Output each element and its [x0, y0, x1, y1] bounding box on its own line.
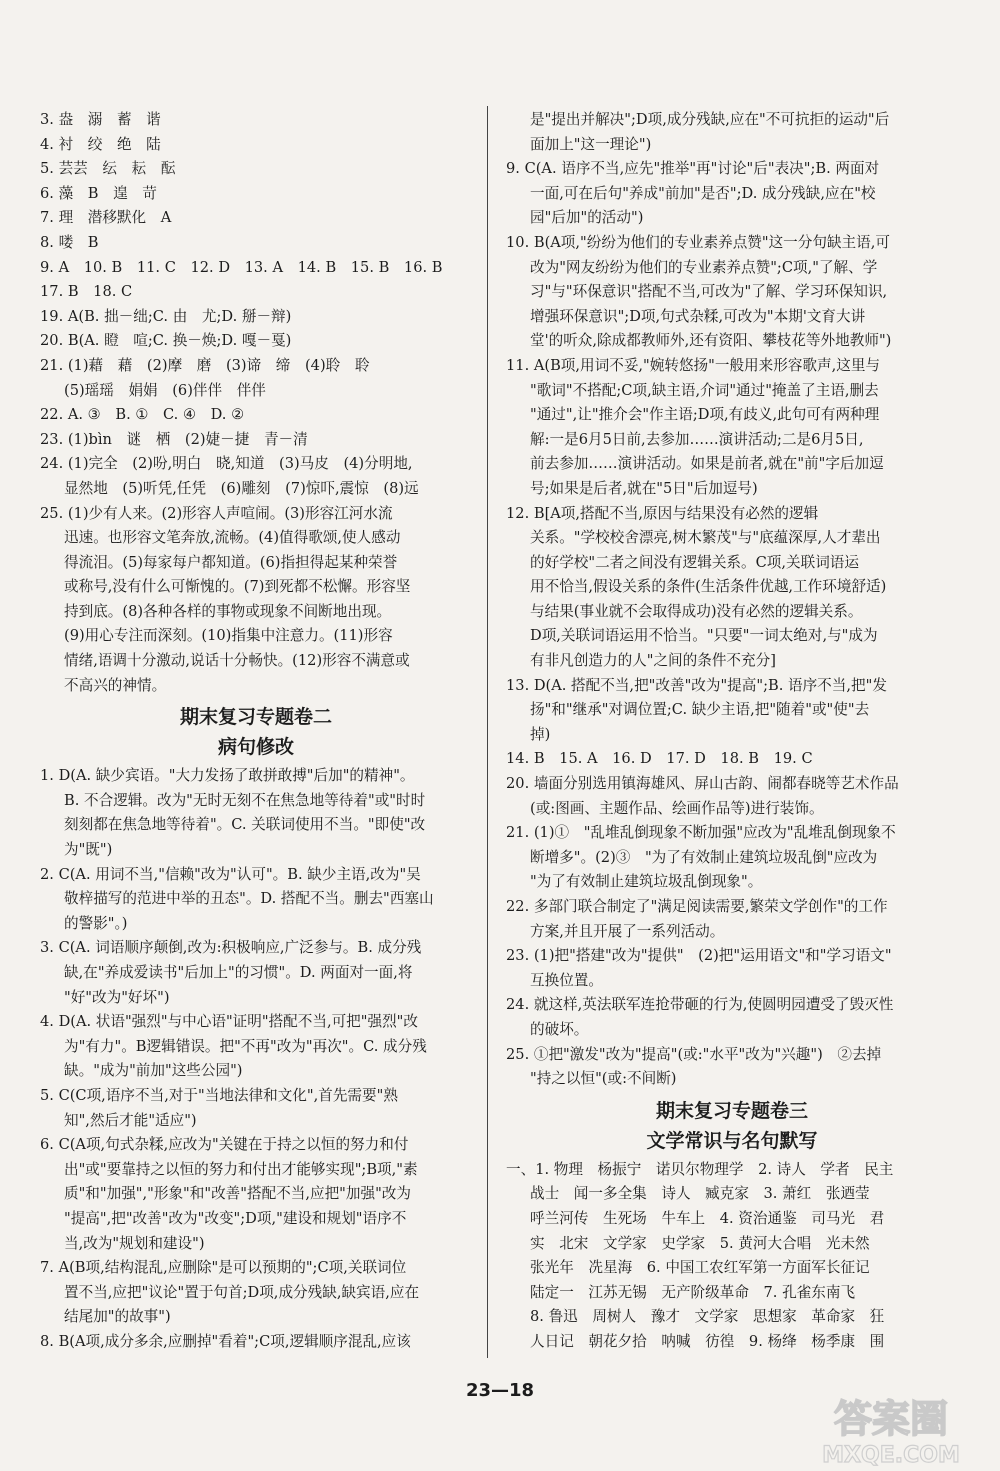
text-line: 关系。"学校校舍漂亮,树木繁茂"与"底蕴深厚,人才辈出: [530, 529, 881, 547]
text-line: 结尾加"的故事"): [64, 1308, 171, 1326]
text-line: 持到底。(8)各种各样的事物或现象不间断地出现。: [64, 602, 392, 620]
text-line: 缺。"成为"前加"这些公园"): [64, 1062, 243, 1080]
text-line: 质"和"加强","形象"和"改善"搭配不当,应把"加强"改为: [64, 1185, 411, 1203]
right-column: [506, 108, 958, 1355]
text-line: 12. B[A项,搭配不当,原因与结果没有必然的逻辑: [506, 504, 819, 522]
text-line: 4. 衬 绞 绝 陆: [40, 135, 161, 153]
text-line: "持之以恒"(或:不间断): [530, 1070, 677, 1088]
text-line: 不高兴的神情。: [64, 676, 167, 694]
text-line: 刻刻都在焦急地等待着"。C. 关联词使用不当。"即使"改: [64, 816, 426, 834]
text-line: 前去参加……演讲活动。如果是前者,就在"前"字后加逗: [530, 455, 884, 473]
text-line: 21. (1)藉 藉 (2)摩 磨 (3)谛 缔 (4)聆 聆: [40, 356, 370, 374]
text-line: 号;如果是后者,就在"5日"后加逗号): [530, 479, 758, 497]
left-column: [40, 108, 472, 1355]
text-line: 缺,在"养成爱读书"后加上"的习惯"。D. 两面对一面,将: [64, 964, 413, 981]
text-line: 20. B(A. 瞪 喧;C. 换－焕;D. 嘎－戛): [40, 332, 292, 350]
text-line: 22. 多部门联合制定了"满足阅读需要,繁荣文学创作"的工作: [506, 898, 888, 915]
section-title-3: 期末复习专题卷三: [655, 1099, 808, 1122]
answer-block-sentence-correction-cont: [506, 108, 958, 1092]
text-line: 5. C(C项,语序不当,对于"当地法律和文化",首先需要"熟: [40, 1086, 398, 1104]
text-line: 陆定一 江苏无锡 无产阶级革命 7. 孔雀东南飞: [530, 1283, 856, 1301]
text-line: 显然地 (5)听凭,任凭 (6)雕刻 (7)惊吓,震惊 (8)远: [64, 479, 419, 497]
text-line: 断增多"。(2)③ "为了有效制止建筑垃圾乱倒"应改为: [530, 848, 878, 866]
text-line: 是"提出并解决";D项,成分残缺,应在"不可抗拒的运动"后: [530, 111, 890, 128]
text-line: 9. C(A. 语序不当,应先"推举"再"讨论"后"表决";B. 两面对: [506, 160, 880, 178]
text-line: 的警影"。): [64, 914, 128, 932]
text-line: 8. B(A项,成分多余,应删掉"看着";C项,逻辑顺序混乱,应该: [40, 1332, 411, 1350]
text-line: 呼兰河传 生死场 牛车上 4. 资治通鉴 司马光 君: [530, 1209, 885, 1227]
text-line: 迅速。也形容文笔奔放,流畅。(4)值得歌颂,使人感动: [64, 529, 401, 547]
text-line: (5)瑶瑶 娟娟 (6)伴伴 伴伴: [64, 381, 266, 399]
text-line: 方案,并且开展了一系列活动。: [530, 922, 725, 940]
watermark-text: 答案圈: [833, 1397, 949, 1441]
text-line: 6. C(A项,句式杂糅,应改为"关键在于持之以恒的努力和付: [40, 1136, 409, 1154]
text-line: 8. 喽 B: [40, 233, 99, 251]
text-line: 24. 就这样,英法联军连抢带砸的行为,使圆明园遭受了毁灭性: [506, 996, 894, 1014]
text-line: 情绪,语调十分激动,说话十分畅快。(12)形容不满意或: [64, 652, 410, 670]
section-subtitle-3: 文学常识与名句默写: [646, 1129, 818, 1152]
text-line: 3. C(A. 词语顺序颠倒,改为:积极响应,广泛参与。B. 成分残: [40, 939, 422, 957]
answer-block-literature: [506, 1158, 958, 1355]
text-line: 23. (1)bìn 谜 栖 (2)婕－捷 青－清: [40, 430, 308, 448]
text-line: 9. A 10. B 11. C 12. D 13. A 14. B 15. B 16. B: [40, 258, 443, 276]
text-line: 与结果(事业就不会取得成功)没有必然的逻辑关系。: [530, 602, 863, 620]
text-line: 为"有力"。B逻辑错误。把"不再"改为"再次"。C. 成分残: [64, 1037, 427, 1055]
text-line: 4. D(A. 状语"强烈"与中心语"证明"搭配不当,可把"强烈"改: [40, 1013, 418, 1031]
text-line: 掉): [530, 725, 551, 743]
text-line: 或称号,没有什么可惭愧的。(7)到死都不松懈。形容坚: [64, 578, 411, 596]
text-line: 2. C(A. 用词不当,"信赖"改为"认可"。B. 缺少主语,改为"吴: [40, 865, 421, 883]
text-line: 有非凡创造力的人"之间的条件不充分]: [530, 652, 776, 670]
text-line: 当,改为"规划和建设"): [64, 1234, 205, 1252]
watermark-domain: MXQE.COM: [822, 1443, 960, 1468]
page-number: 23—18: [465, 1380, 535, 1401]
text-line: 张光年 冼星海 6. 中国工农红军第一方面军长征记: [530, 1259, 870, 1277]
text-line: D项,关联词语运用不恰当。"只要"一词太绝对,与"成为: [530, 627, 878, 645]
text-line: 知",然后才能"适应"): [64, 1111, 197, 1129]
section-title-2: 期末复习专题卷二: [179, 706, 332, 729]
text-line: 习"与"环保意识"搭配不当,可改为"了解、学习环保知识,: [530, 283, 888, 301]
text-line: 解:一是6月5日前,去参加……演讲活动;二是6月5日,: [530, 430, 864, 448]
text-line: 25. (1)少有人来。(2)形容人声喧闹。(3)形容江河水流: [40, 504, 393, 522]
text-line: 7. 理 潜移默化 A: [40, 209, 172, 227]
text-line: 面加上"这一理论"): [530, 135, 652, 153]
text-line: 人日记 朝花夕拾 呐喊 彷徨 9. 杨绛 杨季康 围: [530, 1332, 885, 1350]
text-line: 1. D(A. 缺少宾语。"大力发扬了敢拼敢搏"后加"的精神"。: [40, 767, 415, 785]
text-line: "提高",把"改善"改为"改变";D项,"建设和规划"语序不: [64, 1209, 407, 1227]
text-line: "为了有效制止建筑垃圾乱倒现象"。: [530, 873, 763, 891]
text-line: "歌词"不搭配;C项,缺主语,介词"通过"掩盖了主语,删去: [530, 381, 879, 399]
text-line: B. 不合逻辑。改为"无时无刻不在焦急地等待着"或"时时: [64, 791, 426, 809]
text-line: 增强环保意识";D项,句式杂糅,可改为"本期'文育大讲: [530, 307, 866, 325]
watermark-logo: [796, 1388, 986, 1468]
text-line: 扬"和"继承"对调位置;C. 缺少主语,把"随着"或"使"去: [530, 701, 870, 719]
text-line: "好"改为"好坏"): [64, 988, 170, 1006]
column-divider: [487, 106, 488, 1358]
text-line: 7. A(B项,结构混乱,应删除"是可以预期的";C项,关联词位: [40, 1259, 407, 1277]
text-line: 24. (1)完全 (2)吩,明白 晓,知道 (3)马皮 (4)分明地,: [40, 455, 413, 473]
text-line: 互换位置。: [530, 971, 603, 989]
text-line: 21. (1)① "乱堆乱倒现象不断加强"应改为"乱堆乱倒现象不: [506, 824, 896, 842]
text-line: 11. A(B项,用词不妥,"婉转悠扬"一般用来形容歌声,这里与: [506, 356, 881, 374]
text-line: 战士 闻一多全集 诗人 臧克家 3. 萧红 张迺莹: [530, 1185, 870, 1203]
text-line: 一面,可在后句"养成"前加"是否";D. 成分残缺,应在"校: [530, 184, 876, 202]
text-line: 堂'的听众,除成都教师外,还有资阳、攀枝花等外地教师"): [530, 332, 892, 350]
text-line: (9)用心专注而深刻。(10)指集中注意力。(11)形容: [64, 627, 393, 645]
text-line: 的好学校"二者之间没有逻辑关系。C项,关联词语运: [530, 553, 859, 571]
text-line: 10. B(A项,"纷纷为他们的专业素养点赞"这一分句缺主语,可: [506, 233, 890, 251]
text-line: 23. (1)把"搭建"改为"提供" (2)把"运用语文"和"学习语文": [506, 947, 892, 965]
text-line: 8. 鲁迅 周树人 豫才 文学家 思想家 革命家 狂: [530, 1308, 885, 1326]
text-line: 为"既"): [64, 841, 113, 859]
text-line: 改为"网友纷纷为他们的专业素养点赞";C项,"了解、学: [530, 258, 878, 276]
text-line: 用不恰当,假设关系的条件(生活条件优越,工作环境舒适): [530, 578, 887, 596]
text-line: 20. 墙面分别选用镇海雄风、屏山古韵、闹都春晓等艺术作品: [506, 775, 899, 793]
text-line: 的破坏。: [530, 1020, 589, 1038]
section-subtitle-2: 病句修改: [217, 736, 294, 759]
text-line: 敬梓描写的范进中举的丑态"。D. 搭配不当。删去"西塞山: [64, 890, 434, 908]
text-line: 17. B 18. C: [40, 283, 133, 301]
text-line: 园"后加"的活动"): [530, 209, 644, 227]
text-line: 5. 芸芸 纭 耘 酝: [40, 160, 176, 178]
text-line: 一、1. 物理 杨振宁 诺贝尔物理学 2. 诗人 学者 民主: [506, 1160, 894, 1178]
text-line: 14. B 15. A 16. D 17. D 18. B 19. C: [506, 750, 813, 768]
text-line: 6. 藻 B 遑 苛: [40, 184, 157, 202]
text-line: 22. A. ③ B. ① C. ④ D. ②: [40, 406, 245, 424]
text-line: 13. D(A. 搭配不当,把"改善"改为"提高";B. 语序不当,把"发: [506, 676, 887, 694]
text-line: 实 北宋 文学家 史学家 5. 黄河大合唱 光未然: [530, 1234, 870, 1252]
answer-block-sentence-correction: [40, 764, 472, 1354]
text-line: 25. ①把"激发"改为"提高"(或:"水平"改为"兴趣") ②去掉: [506, 1045, 882, 1063]
text-line: "通过",让"推介会"作主语;D项,有歧义,此句可有两种理: [530, 406, 880, 424]
text-line: 3. 盎 溺 蓄 谐: [40, 111, 161, 128]
text-line: 得流泪。(5)每家每户都知道。(6)指担得起某种荣誉: [64, 553, 398, 571]
text-line: (或:图画、主题作品、绘画作品等)进行装饰。: [530, 799, 824, 817]
answer-block-vocabulary: [40, 108, 472, 698]
text-line: 出"或"要靠持之以恒的努力和付出才能够实现";B项,"素: [64, 1160, 418, 1178]
text-line: 19. A(B. 拙－绌;C. 由 尤;D. 掰－辩): [40, 307, 292, 325]
text-line: 置不当,应把"议论"置于句首;D项,成分残缺,缺宾语,应在: [64, 1283, 420, 1301]
